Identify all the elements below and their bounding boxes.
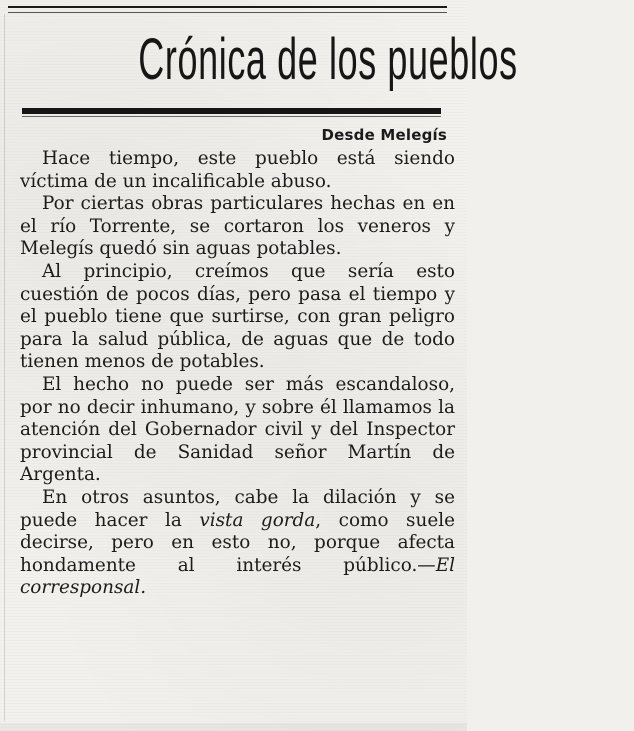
top-border-rule-thin [8,12,447,13]
paragraph-3: Al principio, creímos que sería esto cuestión de pocos días, pero pasa el tiempo y el pueblo tiene que surtirse, con gran peligro para la salud pública, de aguas que de todo tienen menos de potables. [20,260,455,373]
paragraph-5-end: , como suele decirse, pero en esto no, porque afecta hondamente al interés público.— [20,509,455,576]
dateline: Desde Melegís [321,126,447,144]
top-border-rule [8,6,447,8]
title-underline-light [22,116,441,117]
paragraph-5-start: En otros asuntos, cabe la dilación y se puede hacer la [20,486,455,531]
title-underline-heavy [22,108,441,114]
column-header [22,20,518,100]
article-body [20,148,455,600]
paragraph-1: Hace tiempo, este pueblo está siendo víctima de un incalificable abuso. [20,148,455,192]
signature: El corresponsal. [20,554,455,599]
paragraph-4: El hecho no puede ser más escandaloso, por no decir inhumano, y sobre él llamamos la atención del Gobernador civil y del Inspector provincial de Sanidad señor Martín de Argenta. [20,373,455,486]
left-margin-line [4,14,5,721]
paragraph-5 [20,487,455,600]
column-title: Crónica de los pueblos [138,27,518,92]
italic-phrase: vista gorda [199,509,316,531]
bottom-edge [0,723,467,731]
paragraph-2: Por ciertas obras particulares hechas en en el río Torrente, se cortaron los veneros y Melegís quedó sin aguas potables. [20,193,455,260]
